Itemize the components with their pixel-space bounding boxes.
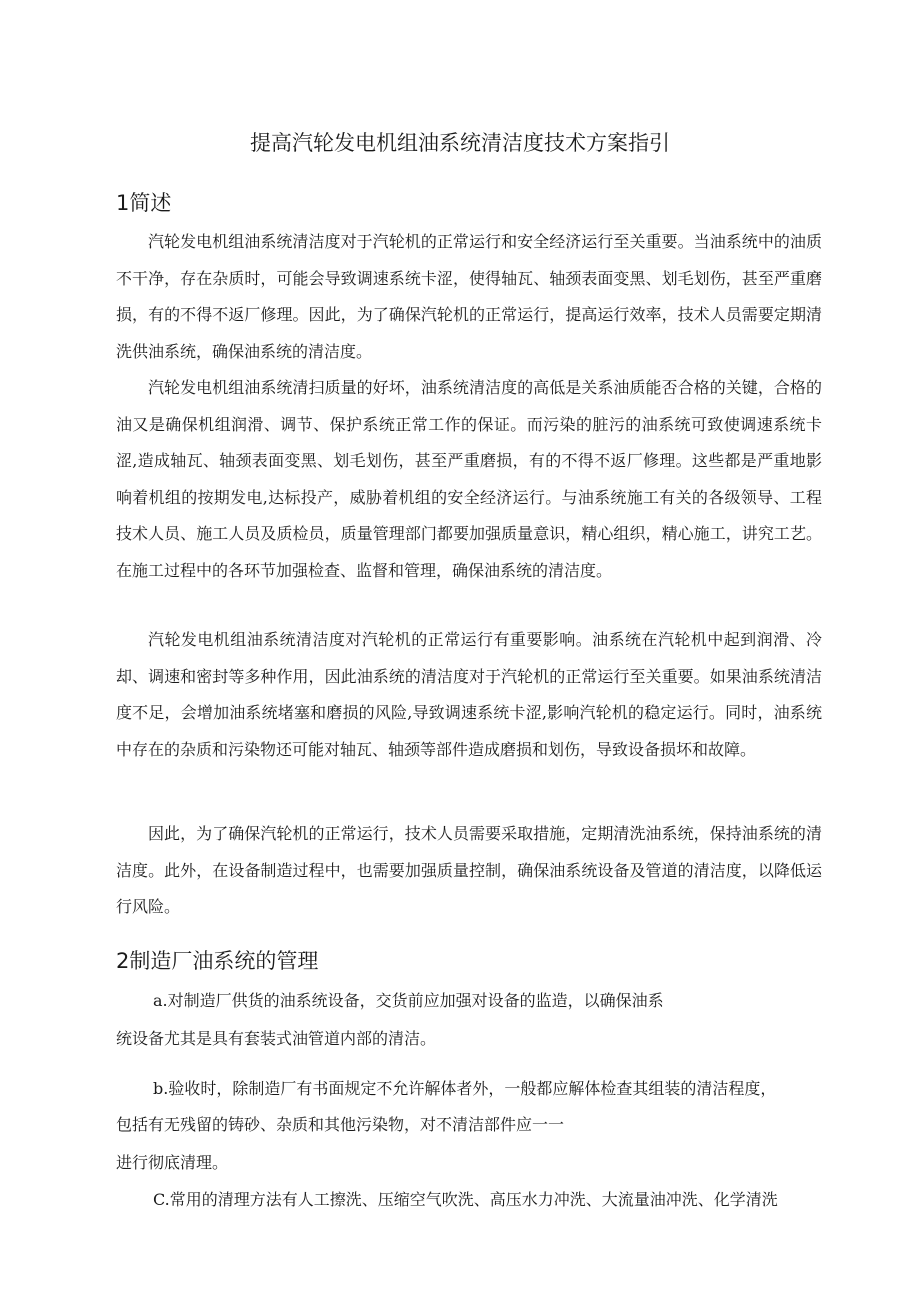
section-1-paragraph-4: 因此，为了确保汽轮机的正常运行，技术人员需要采取措施，定期清洗油系统，保持油系统的清洁度。此外，在设备制造过程中，也需要加强质量控制，确保油系统设备及管道的清洁度，以降低运行风险。 — [116, 824, 822, 916]
section-1-paragraph-3: 汽轮发电机组油系统清洁度对汽轮机的正常运行有重要影响。油系统在汽轮机中起到润滑、冷却、调速和密封等多种作用，因此油系统的清洁度对于汽轮机的正常运行至关重要。如果油系统清洁度不足，会增加油系统堵塞和磨损的风险,导致调速系统卡涩,影响汽轮机的稳定运行。同时，油系统中存在的杂质和污染物还可能对轴瓦、轴颈等部件造成磨损和划伤，导致设备损坏和故障。 — [116, 630, 822, 759]
document-title: 提高汽轮发电机组油系统清洁度技术方案指引 — [250, 131, 670, 155]
item-b-line-1: b.验收时，除制造厂有书面规定不允许解体者外，一般都应解体检查其组装的清洁程度， — [153, 1079, 777, 1098]
section-1-heading: 1简述 — [116, 191, 172, 215]
item-a-line-2: 统设备尤其是具有套装式油管道内部的清洁。 — [116, 1029, 437, 1048]
item-a-line-1: a.对制造厂供货的油系统设备，交货前应加强对设备的监造，以确保油系 — [153, 991, 664, 1010]
item-c-line-1: C.常用的清理方法有人工擦洗、压缩空气吹洗、高压水力冲洗、大流量油冲洗、化学清洗 — [153, 1190, 778, 1209]
section-1-paragraph-1: 汽轮发电机组油系统清洁度对于汽轮机的正常运行和安全经济运行至关重要。当油系统中的油质不干净，存在杂质时，可能会导致调速系统卡涩，使得轴瓦、轴颈表面变黑、划毛划伤，甚至严重磨损，有的不得不返厂修理。因此，为了确保汽轮机的正常运行，提高运行效率，技术人员需要定期清洗供油系统，确保油系统的清洁度。 — [116, 232, 822, 361]
item-b-line-2: 包括有无残留的铸砂、杂质和其他污染物，对不清洁部件应一一 — [116, 1115, 565, 1134]
section-2-heading: 2制造厂油系统的管理 — [116, 949, 319, 973]
item-b-line-3: 进行彻底清理。 — [116, 1153, 229, 1172]
section-1-paragraph-2: 汽轮发电机组油系统清扫质量的好坏，油系统清洁度的高低是关系油质能否合格的关键，合格的油又是确保机组润滑、调节、保护系统正常工作的保证。而污染的脏污的油系统可致使调速系统卡涩,造成轴瓦、轴颈表面变黑、划毛划伤，甚至严重磨损，有的不得不返厂修理。这些都是严重地影响着机组的按期发电,达标投产，威胁着机组的安全经济运行。与油系统施工有关的各级领导、工程技术人员、施工人员及质检员，质量管理部门都要加强质量意识，精心组织，精心施工，讲究工艺。在施工过程中的各环节加强检查、监督和管理，确保油系统的清洁度。 — [116, 378, 822, 580]
